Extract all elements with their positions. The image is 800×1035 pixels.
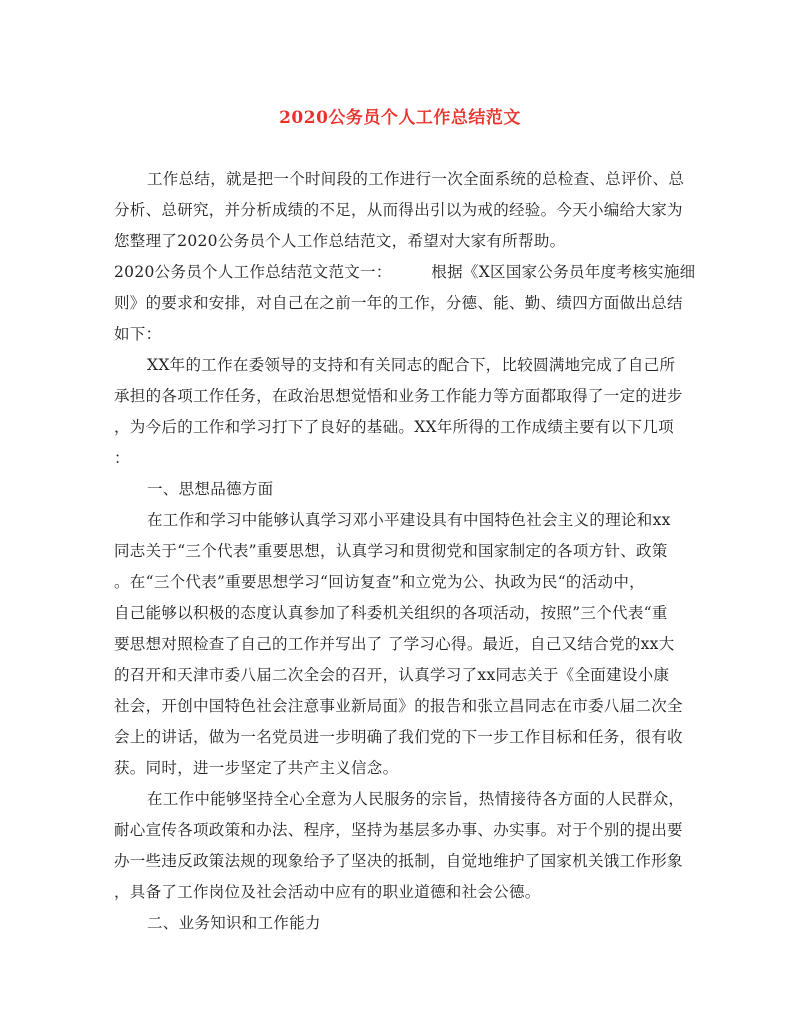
paragraph-line: 分析、总研究，并分析成绩的不足，从而得出引以为戒的经验。今天小编给大家为 [114,201,683,219]
paragraph-line: 在工作和学习中能够认真学习邓小平建设具有中国特色社会主义的理论和xx [147,511,671,529]
paragraph-line: 要思想对照检查了自己的工作并写出了 了学习心得。最近，自己又结合党的xx大 [114,635,675,653]
paragraph-line: 在工作中能够坚持全心全意为人民服务的宗旨，热情接待各方面的人民群众， [147,790,685,808]
paragraph-line: 如下： [114,325,162,343]
paragraph-line: ，为今后的工作和学习打下了良好的基础。XX年所得的工作成绩主要有以下几项 [114,418,674,436]
paragraph-line: 2020公务员个人工作总结范文范文一： 根据《X区国家公务员年度考核实施细 [114,263,696,281]
paragraph-line: 同志关于“三个代表”重要思想，认真学习和贯彻党和国家制定的各项方针、政策 [114,542,668,560]
paragraph-line: ，具备了工作岗位及社会活动中应有的职业道德和社会公德。 [114,883,541,901]
paragraph-line: ： [114,449,130,467]
paragraph-line: 则》的要求和安排，对自己在之前一年的工作，分德、能、勤、绩四方面做出总结 [114,294,683,312]
document-title: 2020公务员个人工作总结范文 [279,108,521,128]
paragraph-line: 社会，开创中国特色社会注意事业新局面》的报告和张立昌同志在市委八届二次全 [114,697,683,715]
paragraph-line: 耐心宣传各项政策和办法、程序，坚持为基层多办事、办实事。对于个别的提出要 [114,821,683,839]
paragraph-line: XX年的工作在委领导的支持和有关同志的配合下，比较圆满地完成了自己所 [147,356,676,374]
paragraph-line: 办一些违反政策法规的现象给予了坚决的抵制，自觉地维护了国家机关饿工作形象 [114,852,683,870]
section-heading: 二、业务知识和工作能力 [147,914,321,932]
paragraph-line: 您整理了2020公务员个人工作总结范文，希望对大家有所帮助。 [114,232,566,250]
paragraph-line: 会上的讲话，做为一名党员进一步明确了我们党的下一步工作目标和任务，很有收 [114,728,683,746]
paragraph-line: 。在“三个代表”重要思想学习“回访复查”和立党为公、执政为民“的活动中， [114,573,645,591]
paragraph-line: 承担的各项工作任务，在政治思想觉悟和业务工作能力等方面都取得了一定的进步 [114,387,683,405]
paragraph-line: 的召开和天津市委八届二次全会的召开，认真学习了xx同志关于《全面建设小康 [114,666,670,684]
paragraph-line: 获。同时，进一步坚定了共产主义信念。 [114,759,399,777]
paragraph-line: 工作总结，就是把一个时间段的工作进行一次全面系统的总检查、总评价、总 [147,170,685,188]
paragraph-line: 自己能够以积极的态度认真参加了科委机关组织的各项活动，按照”三个代表“重 [114,604,668,622]
section-heading: 一、思想品德方面 [147,480,274,498]
